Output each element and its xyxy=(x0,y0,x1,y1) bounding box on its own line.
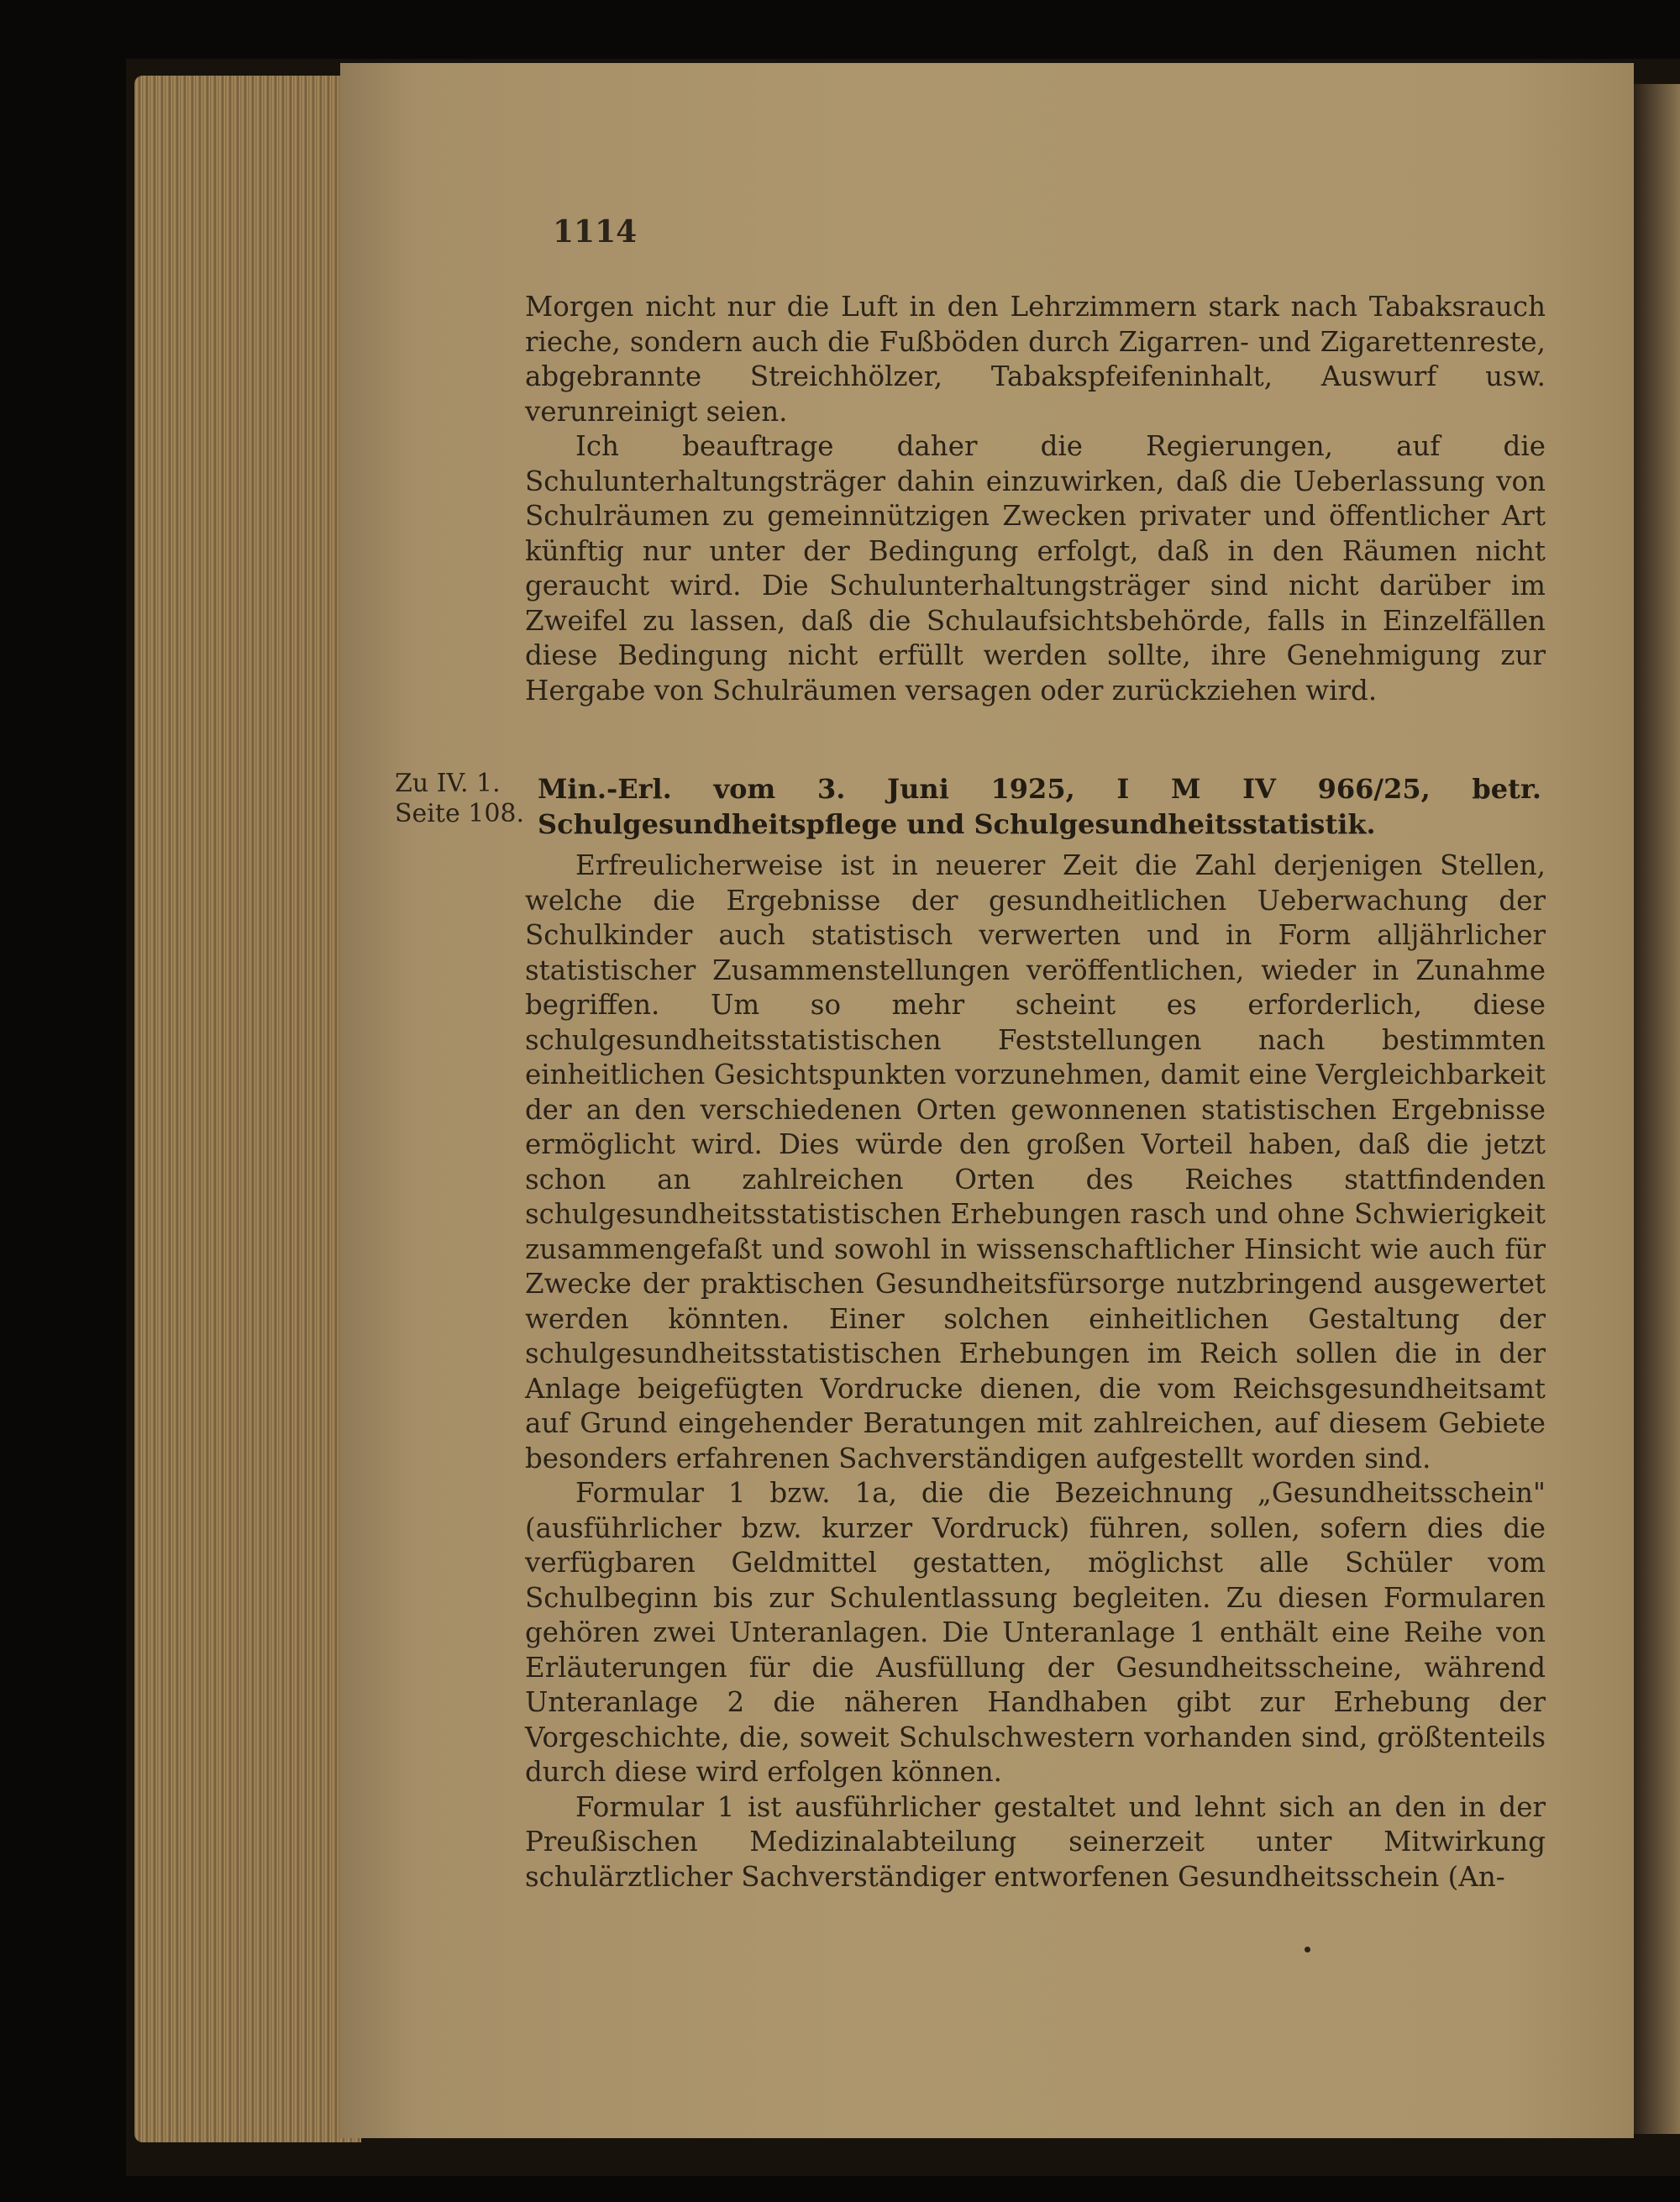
margin-reference xyxy=(395,769,524,829)
page-number: 1114 xyxy=(553,214,638,250)
decree-text-block xyxy=(525,849,1546,1895)
paragraph: Ich beauftrage daher die Regierungen, auf die Schulunterhaltungsträger dahin einzuwirken, daß die Ueberlassung von Schulräumen zu gemeinnützigen Zwecken privater und öffentlicher Art künftig nur unter der Bedingung erfolgt, daß in den Räumen nicht geraucht wird. Die Schulunterhaltungsträger sind nicht darüber im Zweifel zu lassen, daß die Schulaufsichtsbehörde, falls in Einzelfällen diese Bedingung nicht erfüllt werden sollte, ihre Genehmigung zur Hergabe von Schulräumen versagen oder zurückziehen wird. xyxy=(525,430,1546,707)
margin-reference-line: Seite 108. xyxy=(395,799,525,828)
paragraph: Morgen nicht nur die Luft in den Lehrzimmern stark nach Tabaksrauch rieche, sondern auch die Fußböden durch Zigarren- und Zigarettenreste, abgebrannte Streichhölzer, Tabakspfeifeninhalt, Auswurf usw. verunreinigt seien. xyxy=(525,291,1546,428)
paragraph: Formular 1 bzw. 1a, die die Bezeichnung „Gesundheitsschein" (ausführlicher bzw. kurzer Vordruck) führen, sollen, sofern dies die verfügbaren Geldmittel gestatten, möglichst alle Schüler vom Schulbeginn bis zur Schulentlassung begleiten. Zu diesen Formularen gehören zwei Unteranlagen. Die Unteranlage 1 enthält eine Reihe von Erläuterungen für die Ausfüllung der Gesundheitsscheine, während Unteranlage 2 die näheren Handhaben gibt zur Erhebung der Vorgeschichte, die, soweit Schulschwestern vorhanden sind, größtenteils durch diese wird erfolgen können. xyxy=(525,1477,1546,1788)
adjacent-page-edge xyxy=(1634,84,1680,2134)
decree-heading: Min.-Erl. vom 3. Juni 1925, I M IV 966/25, betr. Schulgesundheitspflege und Schulgesundheitsstatistik. xyxy=(538,773,1541,840)
paragraph: Erfreulicherweise ist in neuerer Zeit die Zahl derjenigen Stellen, welche die Ergebnisse der gesundheitlichen Ueberwachung der Schulkinder auch statistisch verwerten und in Form alljährlicher statistischer Zusammenstellungen veröffentlichen, wieder in Zunahme begriffen. Um so mehr scheint es erforderlich, diese schulgesundheitsstatistischen Feststellungen nach bestimmten einheitlichen Gesichtspunkten vorzunehmen, damit eine Vergleichbarkeit der an den verschiedenen Orten gewonnenen statistischen Ergebnisse ermöglicht wird. Dies würde den großen Vorteil haben, daß die jetzt schon an zahlreichen Orten des Reiches stattfindenden schulgesundheitsstatistischen Erhebungen rasch und ohne Schwierigkeit zusammengefaßt und sowohl in wissenschaftlicher Hinsicht wie auch für Zwecke der praktischen Gesundheitsfürsorge nutzbringend ausgewertet werden könnten. Einer solchen einheitlichen Gestaltung der schulgesundheitsstatistischen Erhebungen im Reich sollen die in der Anlage beigefügten Vordrucke dienen, die vom Reichsgesundheitsamt auf Grund eingehender Beratungen mit zahlreichen, auf diesem Gebiete besonders erfahrenen Sachverständigen aufgestellt worden sind. xyxy=(525,849,1546,1474)
continued-text-block xyxy=(525,290,1546,708)
page-edges xyxy=(134,76,361,2142)
ink-speck xyxy=(1305,1947,1310,1952)
paragraph: Formular 1 ist ausführlicher gestaltet und lehnt sich an den in der Preußischen Medizinalabteilung seinerzeit unter Mitwirkung schulärztlicher Sachverständiger entworfenen Gesundheitsschein (An- xyxy=(525,1790,1546,1893)
margin-reference-line: Zu IV. 1. xyxy=(395,769,501,798)
